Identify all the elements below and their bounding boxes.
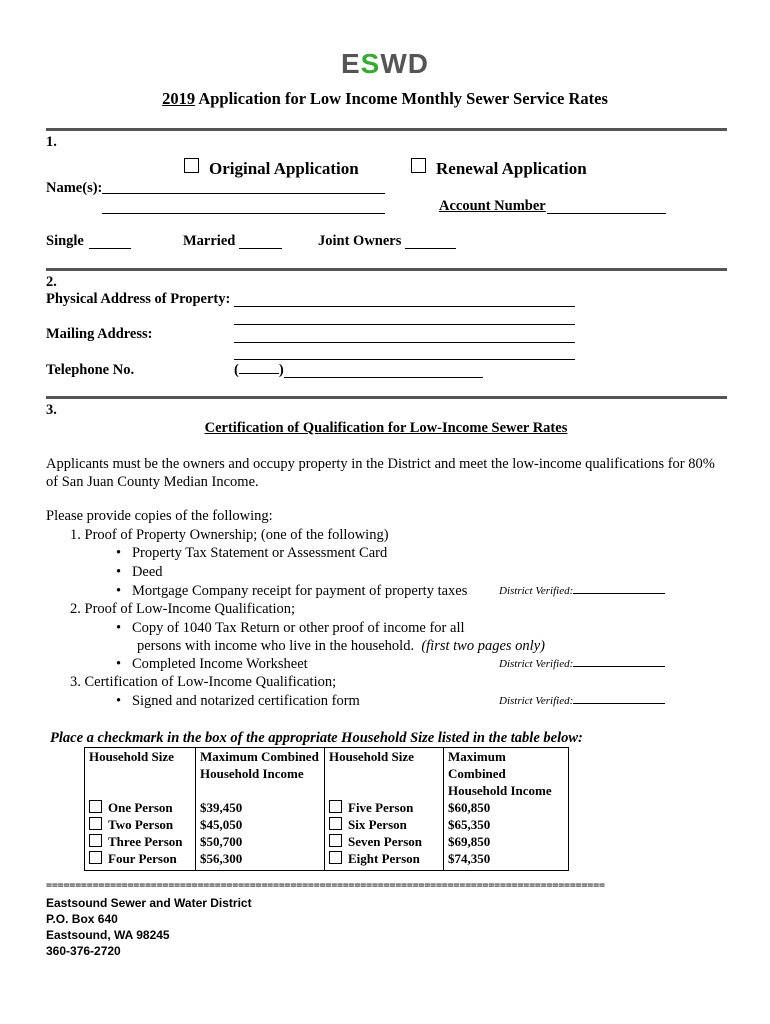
household-option-six[interactable]: Six Person [325,816,444,833]
checkbox[interactable] [89,800,102,813]
po-box: P.O. Box 640 [46,912,118,926]
certification-heading: Certification of Qualification for Low-Income Sewer Rates [204,420,568,436]
table-row [85,799,569,816]
single-line[interactable] [89,233,131,249]
mailing-address-line-2[interactable] [234,344,575,360]
title-year: 2019 [162,89,196,108]
requirement-1-bullet-1: • Property Tax Statement or Assessment Card [116,545,388,561]
account-number-label: Account Number [439,198,546,214]
physical-address-label: Physical Address of Property: [46,291,231,307]
table-row [85,816,569,833]
requirement-2-bullet-1-cont: persons with income who live in the household. (first two pages only) [137,638,545,654]
district-verified-1[interactable]: District Verified: [499,585,665,597]
district-verified-2[interactable]: District Verified: [499,658,665,670]
names-line-1[interactable] [102,178,385,194]
telephone-number-line[interactable] [284,362,483,378]
eswd-logo: ESWD [340,48,430,79]
income-cell: $69,850 [444,833,569,850]
requirement-2: 2. Proof of Low-Income Qualification; [70,601,296,617]
city-state-zip: Eastsound, WA 98245 [46,928,170,942]
eligibility-intro: Applicants must be the owners and occupy property in the District and meet the low-income qualifications for 80% of San Juan County Median Income. [46,456,715,490]
income-cell: $45,050 [196,816,325,833]
joint-owners-label: Joint Owners [318,233,402,249]
header-household-size-left: Household Size [85,748,196,800]
checkbox[interactable] [89,834,102,847]
section-2-number: 2. [46,274,57,290]
renewal-application-checkbox[interactable] [411,158,426,173]
household-option-four[interactable]: Four Person [85,850,196,871]
checkbox[interactable] [329,817,342,830]
household-option-two[interactable]: Two Person [85,816,196,833]
header-max-income-left: Maximum Combined Household Income [196,748,325,800]
requirement-1-bullet-3: • Mortgage Company receipt for payment of property taxes [116,583,468,599]
physical-address-line[interactable] [234,291,575,307]
mailing-address-label: Mailing Address: [46,326,153,342]
table-row [85,850,569,871]
district-verified-3[interactable]: District Verified: [499,695,665,707]
original-application-checkbox[interactable] [184,158,199,173]
address-line-2[interactable] [234,309,575,325]
section-1-number: 1. [46,134,57,150]
checkbox[interactable] [89,817,102,830]
income-cell: $56,300 [196,850,325,871]
mailing-address-line[interactable] [234,327,575,343]
footer-address [46,895,252,959]
section-3-number: 3. [46,402,57,418]
household-income-table [84,747,569,871]
income-cell: $60,850 [444,799,569,816]
table-header-row [85,748,569,800]
income-cell: $39,450 [196,799,325,816]
married-label: Married [183,233,236,249]
names-line-2[interactable] [102,198,385,214]
original-application-option[interactable]: Original Application [184,158,359,179]
district-name: Eastsound Sewer and Water District [46,896,252,910]
table-instruction: Place a checkmark in the box of the appropriate Household Size listed in the table below: [50,730,583,746]
names-label: Name(s): [46,180,103,196]
footer-separator: ================================================================================================ [46,880,605,891]
section-divider [46,128,727,131]
checkbox[interactable] [329,834,342,847]
requirement-1-bullet-2: • Deed [116,564,163,580]
requirement-2-bullet-1: • Copy of 1040 Tax Return or other proof of income for all [116,620,465,636]
checkbox[interactable] [89,851,102,864]
renewal-application-option[interactable]: Renewal Application [411,158,587,179]
requirement-2-bullet-2: • Completed Income Worksheet [116,656,308,672]
household-option-three[interactable]: Three Person [85,833,196,850]
checkbox[interactable] [329,800,342,813]
header-household-size-right: Household Size [325,748,444,800]
income-cell: $50,700 [196,833,325,850]
section-divider [46,268,727,271]
married-line[interactable] [239,233,282,249]
telephone-area-code[interactable]: ( ) [234,362,284,378]
requirement-3-bullet-1: • Signed and notarized certification form [116,693,360,709]
account-number-line[interactable] [547,198,666,214]
provide-copies-text: Please provide copies of the following: [46,508,273,524]
requirement-3: 3. Certification of Low-Income Qualification; [70,674,337,690]
joint-owners-line[interactable] [405,233,456,249]
income-cell: $74,350 [444,850,569,871]
single-label: Single [46,233,84,249]
table-row [85,833,569,850]
checkbox[interactable] [329,851,342,864]
section-divider [46,396,727,399]
household-option-eight[interactable]: Eight Person [325,850,444,871]
page-title: 2019 Application for Low Income Monthly Sewer Service Rates [162,89,608,108]
requirement-1: 1. Proof of Property Ownership; (one of the following) [70,527,389,543]
household-option-one[interactable]: One Person [85,799,196,816]
district-phone: 360-376-2720 [46,944,121,958]
household-option-seven[interactable]: Seven Person [325,833,444,850]
household-option-five[interactable]: Five Person [325,799,444,816]
telephone-label: Telephone No. [46,362,135,378]
income-cell: $65,350 [444,816,569,833]
header-max-income-right: Maximum Combined Household Income [444,748,569,800]
